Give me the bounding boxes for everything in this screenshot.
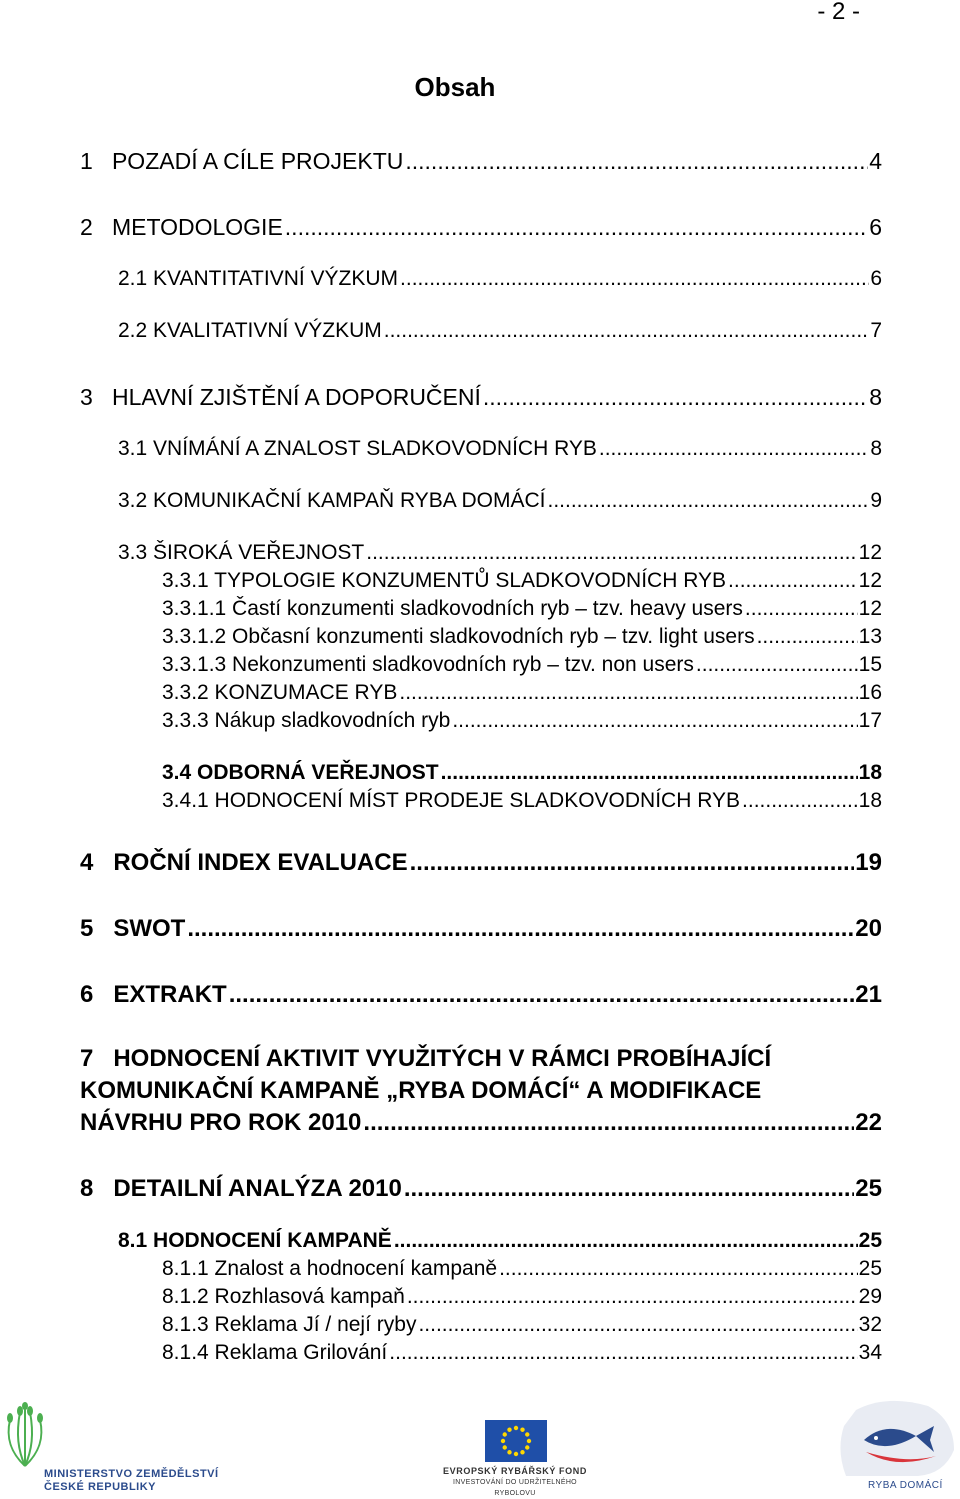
toc-leader: [757, 622, 858, 652]
toc-entry-3-2[interactable]: [118, 486, 882, 516]
toc-leader: [394, 1226, 858, 1256]
toc-leader: [400, 264, 869, 294]
toc-leader: [441, 758, 858, 788]
toc-entry-8-1-3[interactable]: [162, 1310, 882, 1340]
toc-entry-2-1[interactable]: [118, 264, 882, 294]
toc-page: 29: [858, 1285, 882, 1308]
toc-leader: [599, 434, 869, 464]
toc-entry-8[interactable]: [80, 1174, 882, 1204]
toc-label: 5 SWOT: [80, 915, 186, 942]
toc-leader: [407, 1282, 858, 1312]
toc-leader: [548, 486, 870, 516]
ryba-domaci-logo-icon: [836, 1400, 960, 1478]
toc-leader: [229, 980, 855, 1010]
toc-entry-3-3-3[interactable]: [162, 706, 882, 736]
toc-page: 25: [858, 1229, 882, 1252]
page-number: - 2 -: [817, 0, 860, 25]
toc-label: 8.1.3 Reklama Jí / nejí ryby: [162, 1313, 417, 1336]
toc-label: 2.1 KVANTITATIVNÍ VÝZKUM: [118, 267, 399, 290]
toc-entry-6[interactable]: [80, 980, 882, 1010]
toc-leader: [389, 1338, 857, 1368]
toc-label: 3.3.1.1 Častí konzumenti sladkovodních ryb – tzv. heavy users: [162, 597, 743, 620]
eu-star-icon: [520, 1450, 524, 1454]
eff-caption: [420, 1466, 610, 1499]
toc-leader: [742, 786, 858, 816]
toc-leader: [405, 146, 868, 176]
eu-star-icon: [503, 1445, 507, 1449]
toc-page: 17: [858, 709, 882, 732]
toc-leader: [384, 316, 870, 346]
ryba-domaci-label: RYBA DOMÁCÍ: [868, 1480, 943, 1491]
toc-page: 20: [855, 915, 882, 942]
toc-leader: [418, 1310, 857, 1340]
toc-page: 12: [858, 597, 882, 620]
toc-entry-3-3-1-3[interactable]: [162, 650, 882, 680]
toc-page: 16: [858, 681, 882, 704]
toc-entry-2[interactable]: [80, 212, 882, 242]
toc-page: 19: [855, 849, 882, 876]
toc-page: 22: [855, 1109, 882, 1136]
ministry-line-1: MINISTERSTVO ZEMĚDĚLSTVÍ: [44, 1468, 219, 1480]
toc-leader: [483, 382, 868, 412]
toc-page: 12: [858, 541, 882, 564]
toc-page: 6: [870, 267, 882, 290]
toc-page: 18: [858, 789, 882, 812]
eu-flag-icon: [485, 1420, 547, 1462]
eu-star-icon: [520, 1428, 524, 1432]
eu-star-icon: [514, 1426, 518, 1430]
toc-page: 8: [869, 384, 882, 410]
toc-label: 1 POZADÍ A CÍLE PROJEKTU: [80, 148, 404, 174]
toc-entry-7[interactable]: [80, 1108, 882, 1138]
eff-line-2: INVESTOVÁNÍ DO UDRŽITELNÉHO: [453, 1479, 577, 1486]
toc-page: 34: [858, 1341, 882, 1364]
toc-entry-5[interactable]: [80, 914, 882, 944]
toc-page: 8: [870, 437, 882, 460]
toc-label: 2.2 KVALITATIVNÍ VÝZKUM: [118, 319, 382, 342]
toc-label: 3.4.1 HODNOCENÍ MÍST PRODEJE SLADKOVODNÍCH RYB: [162, 789, 741, 812]
eu-star-icon: [503, 1432, 507, 1436]
toc-leader: [285, 212, 868, 242]
toc-entry-3-4-1[interactable]: [162, 786, 882, 816]
toc-page: 21: [855, 981, 882, 1008]
toc-page: 25: [855, 1175, 882, 1202]
toc-label: 2 METODOLOGIE: [80, 214, 283, 240]
toc-entry-8-1-2[interactable]: [162, 1282, 882, 1312]
toc-label: 3.3.1 TYPOLOGIE KONZUMENTŮ SLADKOVODNÍCH RYB: [162, 569, 727, 592]
toc-leader: [410, 848, 855, 878]
toc-page: 25: [858, 1257, 882, 1280]
toc-label: 3.3.1.2 Občasní konzumenti sladkovodních ryb – tzv. light users: [162, 625, 755, 648]
toc-page: 15: [858, 653, 882, 676]
eu-star-icon: [525, 1432, 529, 1436]
toc-leader: [363, 1108, 854, 1138]
toc-entry-4[interactable]: [80, 848, 882, 878]
eff-line-1: EVROPSKÝ RYBÁŘSKÝ FOND: [443, 1466, 587, 1476]
toc-label: 8.1 HODNOCENÍ KAMPANĚ: [118, 1229, 392, 1252]
toc-page: 9: [870, 489, 882, 512]
eu-star-icon: [507, 1428, 511, 1432]
ministry-emblem-icon: [0, 1402, 50, 1472]
toc-page: 6: [869, 214, 882, 240]
eu-star-icon: [527, 1439, 531, 1443]
toc-label: 3.1 VNÍMÁNÍ A ZNALOST SLADKOVODNÍCH RYB: [118, 437, 597, 460]
eff-line-3: RYBOLOVU: [494, 1490, 536, 1497]
toc-entry-7-line1: [80, 1044, 882, 1074]
toc-label: 7 HODNOCENÍ AKTIVIT VYUŽITÝCH V RÁMCI PROBÍHAJÍCÍ: [80, 1045, 772, 1072]
toc-entry-3-3[interactable]: [118, 538, 882, 568]
toc-leader: [452, 706, 857, 736]
toc-leader: [399, 678, 857, 708]
toc-entry-3-3-2[interactable]: [162, 678, 882, 708]
toc-label: 3.2 KOMUNIKAČNÍ KAMPAŇ RYBA DOMÁCÍ: [118, 489, 546, 512]
toc-leader: [696, 650, 858, 680]
toc-leader: [499, 1254, 858, 1284]
toc-entry-3-3-1-1[interactable]: [162, 594, 882, 624]
toc-leader: [187, 914, 854, 944]
toc-entry-3-4[interactable]: [162, 758, 882, 788]
toc-entry-3-3-1-2[interactable]: [162, 622, 882, 652]
toc-entry-3-1[interactable]: [118, 434, 882, 464]
eu-star-icon: [525, 1445, 529, 1449]
toc-label: 3.4 ODBORNÁ VEŘEJNOST: [162, 761, 439, 784]
toc-page: 18: [858, 761, 882, 784]
toc-page: 12: [858, 569, 882, 592]
eu-star-icon: [507, 1450, 511, 1454]
toc-page: 4: [869, 148, 882, 174]
toc-entry-8-1-4[interactable]: [162, 1338, 882, 1368]
toc-leader: [728, 566, 858, 596]
toc-entry-2-2[interactable]: [118, 316, 882, 346]
toc-label: 4 ROČNÍ INDEX EVALUACE: [80, 849, 408, 876]
page-title: Obsah: [414, 72, 496, 102]
toc-entry-8-1-1[interactable]: [162, 1254, 882, 1284]
toc-entry-3-3-1[interactable]: [162, 566, 882, 596]
toc-leader: [745, 594, 858, 624]
toc-entry-3[interactable]: [80, 382, 882, 412]
ministry-line-2: ČESKÉ REPUBLIKY: [44, 1481, 157, 1493]
toc-label: KOMUNIKAČNÍ KAMPANĚ „RYBA DOMÁCÍ“ A MODIFIKACE: [80, 1077, 762, 1104]
toc-label: 3.3.3 Nákup sladkovodních ryb: [162, 709, 451, 732]
toc-leader: [366, 538, 857, 568]
toc-entry-7-line2: [80, 1076, 882, 1106]
toc-leader: [404, 1174, 854, 1204]
toc-label: 8.1.2 Rozhlasová kampaň: [162, 1285, 405, 1308]
footer-logos: [0, 1398, 960, 1499]
toc-page: 7: [870, 319, 882, 342]
toc-label: 8.1.1 Znalost a hodnocení kampaně: [162, 1257, 498, 1280]
toc-label: 6 EXTRAKT: [80, 981, 227, 1008]
toc-entry-8-1[interactable]: [118, 1226, 882, 1256]
toc-label: 3.3.2 KONZUMACE RYB: [162, 681, 398, 704]
eu-star-icon: [501, 1439, 505, 1443]
eu-star-icon: [514, 1452, 518, 1456]
toc-label: 3.3 ŠIROKÁ VEŘEJNOST: [118, 541, 365, 564]
toc-page: 32: [858, 1313, 882, 1336]
toc-label: 8 DETAILNÍ ANALÝZA 2010: [80, 1175, 402, 1202]
toc-label: NÁVRHU PRO ROK 2010: [80, 1109, 362, 1136]
toc-label: 3 HLAVNÍ ZJIŠTĚNÍ A DOPORUČENÍ: [80, 384, 481, 410]
toc-label: 3.3.1.3 Nekonzumenti sladkovodních ryb – tzv. non users: [162, 653, 694, 676]
toc-page: 13: [858, 625, 882, 648]
ministry-name: [44, 1468, 219, 1494]
toc-entry-1[interactable]: [80, 146, 882, 176]
toc-label: 8.1.4 Reklama Grilování: [162, 1341, 388, 1364]
